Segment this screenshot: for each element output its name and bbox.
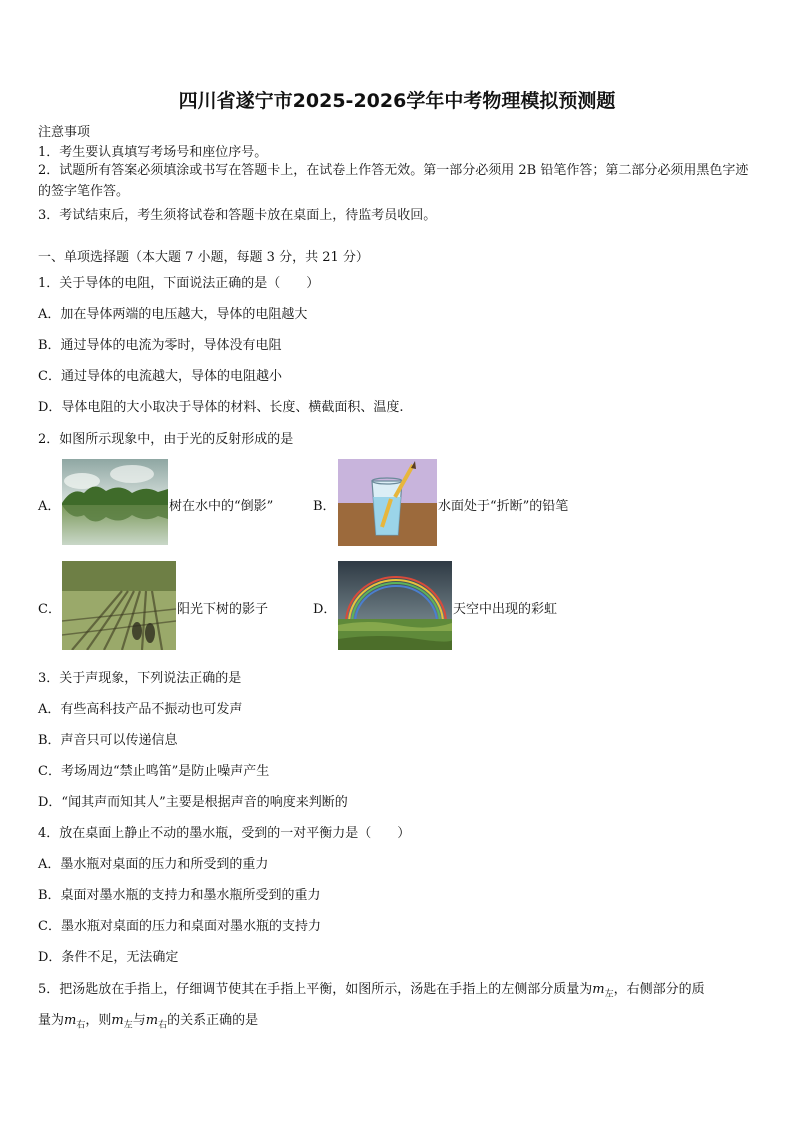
notice-item: 3．考试结束后，考生须将试卷和答题卡放在桌面上，待监考员收回。 (38, 208, 437, 223)
tree-shadow-image (62, 561, 176, 650)
question-stem: 1．关于导体的电阻，下面说法正确的是（ ） (38, 276, 320, 291)
notice-item: 2．试题所有答案必须填涂或书写在答题卡上，在试卷上作答无效。第一部分必须用 2B 铅笔作答；第二部分必须用黑色字迹的签字笔作答。 (38, 163, 749, 199)
mass-symbol: m (592, 982, 605, 997)
option-c-caption: 阳光下树的影子 (177, 602, 269, 617)
question-stem: 3．关于声现象，下列说法正确的是 (38, 671, 242, 686)
option-a-caption: 树在水中的“倒影” (169, 499, 274, 514)
option-d: D．条件不足，无法确定 (38, 950, 179, 965)
question-stem: 4．放在桌面上静止不动的墨水瓶，受到的一对平衡力是（ ） (38, 826, 411, 841)
option-c-label: C． (38, 602, 61, 617)
q5-stem-part5: 与 (132, 1013, 146, 1028)
right-subscript: 右 (158, 1020, 168, 1031)
rainbow-image (338, 561, 452, 650)
mass-symbol: m (111, 1013, 124, 1028)
option-a-label: A． (38, 499, 61, 514)
option-d: D．导体电阻的大小取决于导体的材料、长度、横截面积、温度. (38, 400, 404, 415)
option-c: C．墨水瓶对桌面的压力和桌面对墨水瓶的支持力 (38, 919, 321, 934)
option-b: B．桌面对墨水瓶的支持力和墨水瓶所受到的重力 (38, 888, 321, 903)
q5-stem-part1: 5．把汤匙放在手指上，仔细调节使其在手指上平衡，如图所示，汤匙在手指上的左侧部分质量为 (38, 982, 593, 997)
option-d-label: D． (313, 602, 337, 617)
mass-symbol: m (64, 1013, 77, 1028)
notice-item: 1．考生要认真填写考场号和座位序号。 (38, 145, 268, 160)
option-b: B．通过导体的电流为零时，导体没有电阻 (38, 338, 282, 353)
q5-stem-part6: 的关系正确的是 (167, 1013, 259, 1028)
right-subscript: 右 (76, 1020, 86, 1031)
option-c: C．通过导体的电流越大，导体的电阻越小 (38, 369, 282, 384)
left-subscript: 左 (604, 989, 614, 1000)
question-stem: 2．如图所示现象中，由于光的反射形成的是 (38, 432, 294, 447)
pencil-in-water-image (338, 459, 437, 546)
option-b-label: B． (313, 499, 336, 514)
q5-stem-part3: 量为 (38, 1013, 65, 1028)
notice-heading: 注意事项 (38, 125, 91, 140)
mass-symbol: m (145, 1013, 159, 1028)
q5-stem-part4: ，则 (85, 1013, 112, 1028)
tree-reflection-image (62, 459, 168, 545)
question-stem-continued (38, 1009, 258, 1031)
option-b: B．声音只可以传递信息 (38, 733, 178, 748)
option-c: C．考场周边“禁止鸣笛”是防止噪声产生 (38, 764, 270, 779)
page-title: 四川省遂宁市2025-2026学年中考物理模拟预测题 (178, 90, 616, 112)
option-a: A．墨水瓶对桌面的压力和所受到的重力 (38, 857, 269, 872)
q5-stem-part2: ，右侧部分的质 (613, 982, 705, 997)
option-a: A．加在导体两端的电压越大，导体的电阻越大 (38, 307, 308, 322)
left-subscript: 左 (123, 1020, 133, 1031)
option-d: D．“闻其声而知其人”主要是根据声音的响度来判断的 (38, 795, 348, 810)
option-a: A．有些高科技产品不振动也可发声 (38, 702, 243, 717)
question-stem (38, 978, 705, 1000)
option-b-caption: 水面处于“折断”的铅笔 (438, 499, 569, 514)
section-heading: 一、单项选择题（本大题 7 小题，每题 3 分，共 21 分） (38, 250, 369, 265)
option-d-caption: 天空中出现的彩虹 (453, 602, 558, 617)
